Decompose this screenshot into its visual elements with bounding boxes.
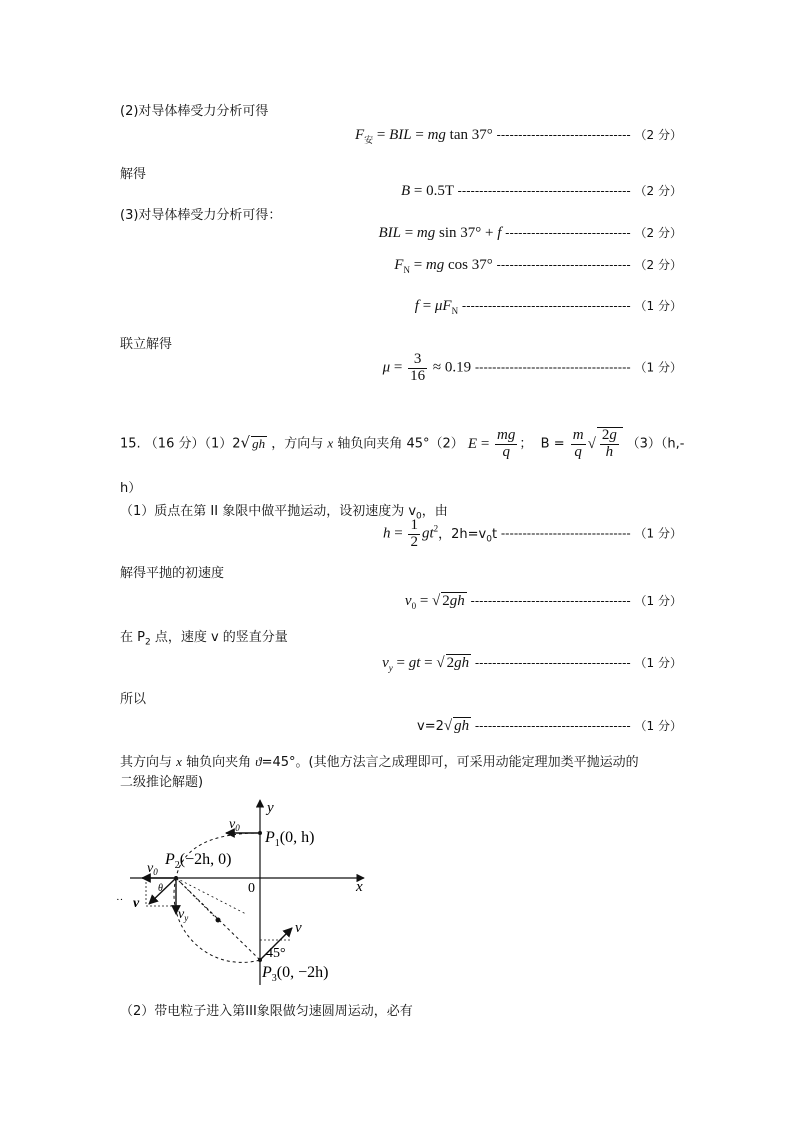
dots-label: ··	[116, 894, 124, 906]
q15-b-label: B =	[540, 436, 565, 452]
eq6-approx: ≈ 0.19	[432, 359, 472, 376]
y-axis-label: y	[267, 800, 274, 816]
angle-45-label: 45°	[266, 946, 286, 961]
score-eq5: --------------------------------------- （1 分）	[461, 299, 682, 313]
eq2-rhs: = 0.5T	[413, 183, 454, 199]
score-eq6: ------------------------------------ （1 分）	[474, 360, 682, 375]
solve-label-2: 解得平抛的初速度	[120, 566, 225, 581]
part3-heading: (3)对导体棒受力分析可得：	[120, 208, 282, 223]
q15-h-cont: h）	[120, 481, 142, 496]
score-eq10: ------------------------------------ （1 分）	[474, 719, 682, 733]
trajectory-diagram	[0, 790, 400, 995]
q15-text-a: ，方向与	[271, 436, 324, 452]
dir-text-b: 轴负向夹角	[186, 755, 252, 770]
q15-summary: 15. （16 分）（1）2√ gh ，方向与 x 轴负向夹角 45°（2） E = $\frac{mg}{q}$ ； B = $\frac{m}{q}$ √ $\frac{2g}{h}$ （3）（h,-	[120, 427, 685, 460]
dir-text-a: 其方向与	[120, 755, 173, 770]
direction-text: 其方向与 x 轴负向夹角 ϑ=45°。(其他方法言之成理即可，可采用动能定理加类平抛运动的	[120, 754, 639, 770]
score-eq3: ----------------------------- （2 分）	[505, 226, 682, 240]
equation-b-value	[401, 182, 682, 200]
eq10-lhs: v=2	[417, 719, 444, 734]
p2-label: $P_2(-2h$, 0)	[165, 851, 232, 871]
equation-projectile: h = $\frac{1}{2}$ $gt^2$，$2h=v_0t$ ------------------------------ （1 分）	[382, 517, 682, 550]
score-eq8: ------------------------------------- （1 分）	[470, 594, 682, 608]
p2-text-b: 点，速度 v 的竖直分量	[150, 630, 288, 645]
equation-normal-force: $F_N$ = mg cos 37° ------------------------------- （2 分）	[394, 257, 682, 275]
equation-friction: $f = \mu F_N$ --------------------------------------- （1 分）	[414, 298, 682, 316]
q15-prefix: 15. （16 分）（1）2	[120, 436, 241, 452]
score-eq7: ------------------------------ （1 分）	[500, 526, 682, 541]
eq7-c: t	[491, 526, 498, 542]
solve-label-1: 解得	[120, 167, 147, 182]
circle-center-dot	[216, 918, 221, 923]
origin-label: 0	[248, 881, 255, 896]
sqrt-gh: gh	[252, 435, 266, 451]
score-eq9: ------------------------------------ （1 分）	[474, 656, 682, 670]
so-label: 所以	[120, 692, 147, 707]
q15-part3: （3）（h,-	[626, 436, 685, 452]
combine-label: 联立解得	[120, 337, 173, 352]
p1-intro-text: （1）质点在第 II 象限中做平抛运动，设初速度为 v	[120, 504, 417, 519]
equation-v0: $v_0$ = √ 2gh ------------------------------------- （1 分）	[404, 593, 682, 611]
equation-e-field: E = $\frac{mg}{q}$	[467, 427, 516, 460]
equation-vy: $v_y$ = gt = √ 2gh ------------------------------------ （1 分）	[382, 655, 682, 673]
p2-text: 在 $P_2$ 点，速度 v 的竖直分量	[120, 630, 288, 648]
equation-force-balance: BIL = mg sin 37° + f ----------------------------- （2 分）	[378, 225, 682, 241]
direction-text-line2: 二级推论解题)	[120, 775, 204, 790]
v-left-label: v	[133, 896, 140, 911]
p2-text-a: 在 P	[120, 630, 145, 645]
score-eq4: ------------------------------- （2 分）	[496, 258, 682, 272]
v0-top-label: $v_0$	[229, 817, 240, 833]
p1-intro-end: ，由	[421, 504, 448, 519]
eq2-lhs: B	[401, 183, 411, 199]
part2b-text: （2）带电粒子进入第III象限做匀速圆周运动，必有	[120, 1004, 413, 1019]
fraction-3-16: $\frac{3}{16}$	[410, 351, 426, 384]
score-eq1: ------------------------------- （2 分）	[496, 128, 682, 142]
score-eq2: ---------------------------------------- （2 分）	[457, 184, 682, 198]
eq7-b: ，2h=v	[438, 526, 487, 542]
equation-b-field: $\frac{m}{q}$ √ $\frac{2g}{h}$	[569, 436, 627, 452]
guide-line	[176, 878, 246, 914]
theta-label: θ	[158, 883, 163, 894]
dir-text-c: =45°。(其他方法言之成理即可，可采用动能定理加类平抛运动的	[261, 755, 639, 770]
equation-ampere-force: $F_安$ = BIL = mg tan 37° ------------------------------- （2 分）	[354, 127, 682, 145]
q15-text-b: 轴负向夹角 45°（2）	[337, 436, 464, 452]
equation-v: v=2√ gh ------------------------------------ （1 分）	[417, 718, 682, 734]
part1-intro: （1）质点在第 II 象限中做平抛运动，设初速度为 $v_0$，由	[120, 504, 448, 522]
equation-mu: μ = $\frac{3}{16}$ ≈ 0.19 ------------------------------------ （1 分）	[382, 351, 682, 384]
x-axis-label: x	[356, 879, 363, 895]
p1-point	[258, 831, 262, 835]
p1-label: $P_1(0$, h)	[265, 829, 315, 849]
part2-heading: (2)对导体棒受力分析可得	[120, 104, 269, 119]
v0-left-label: $v_0$	[147, 861, 158, 877]
v-right-label: v	[295, 920, 302, 936]
p3-label: $P_3(0$, −2h)	[262, 964, 329, 984]
vy-label: $v_y$	[178, 907, 189, 923]
